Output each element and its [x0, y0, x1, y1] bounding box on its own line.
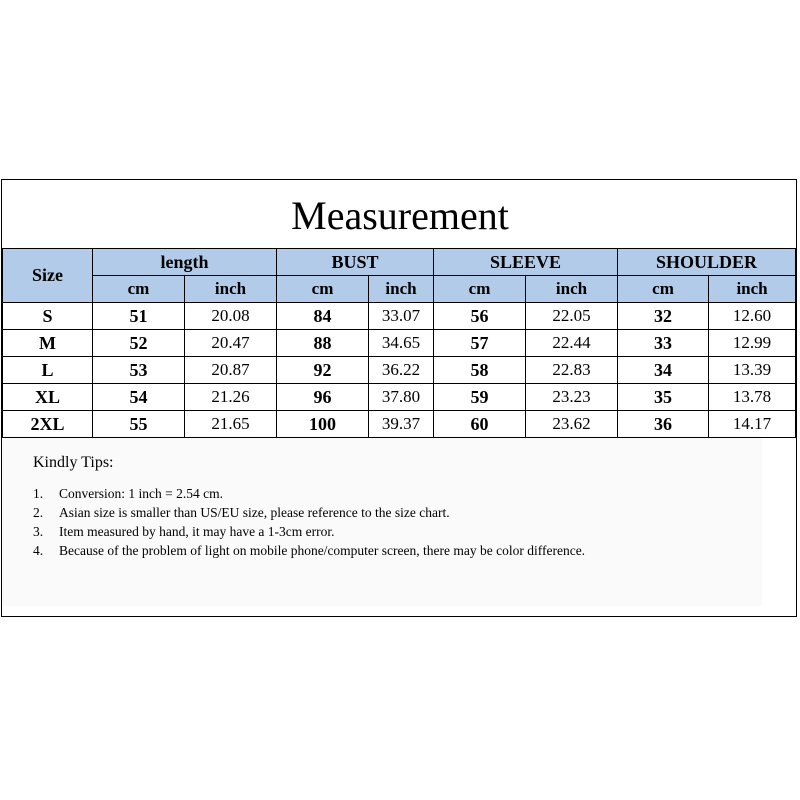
unit-header: inch — [369, 276, 434, 303]
tip-text: Because of the problem of light on mobile phone/computer screen, there may be color difference. — [59, 543, 586, 558]
inch-value-cell: 22.44 — [526, 330, 618, 357]
unit-header: cm — [434, 276, 526, 303]
inch-value-cell: 20.47 — [185, 330, 277, 357]
cm-value-cell: 33 — [618, 330, 709, 357]
unit-header: cm — [277, 276, 369, 303]
cm-value-cell: 52 — [93, 330, 185, 357]
size-chart-table — [2, 248, 796, 438]
cm-value-cell: 84 — [277, 303, 369, 330]
inch-value-cell: 22.05 — [526, 303, 618, 330]
tips-title: Kindly Tips: — [33, 454, 114, 471]
cm-value-cell: 56 — [434, 303, 526, 330]
inch-value-cell: 33.07 — [369, 303, 434, 330]
unit-header: inch — [185, 276, 277, 303]
inch-value-cell: 12.60 — [709, 303, 796, 330]
size-cell: M — [3, 330, 93, 357]
inch-value-cell: 23.62 — [526, 411, 618, 438]
group-header-bust: BUST — [277, 249, 434, 276]
table-row — [3, 384, 796, 411]
group-header-sleeve: SLEEVE — [434, 249, 618, 276]
page-title: Measurement — [291, 193, 509, 238]
size-cell: 2XL — [3, 411, 93, 438]
cm-value-cell: 96 — [277, 384, 369, 411]
size-column-header: Size — [3, 249, 93, 303]
unit-header: inch — [526, 276, 618, 303]
tip-text: Conversion: 1 inch = 2.54 cm. — [59, 486, 223, 501]
cm-value-cell: 55 — [93, 411, 185, 438]
tip-text: Asian size is smaller than US/EU size, please reference to the size chart. — [59, 505, 450, 520]
inch-value-cell: 20.87 — [185, 357, 277, 384]
table-row — [3, 411, 796, 438]
tip-item — [33, 522, 699, 541]
tip-text: Item measured by hand, it may have a 1-3cm error. — [59, 524, 335, 539]
table-row — [3, 330, 796, 357]
tips-list — [33, 484, 699, 560]
size-cell: S — [3, 303, 93, 330]
inch-value-cell: 12.99 — [709, 330, 796, 357]
tip-item — [33, 503, 699, 522]
tip-item — [33, 484, 699, 503]
inch-value-cell: 36.22 — [369, 357, 434, 384]
cm-value-cell: 88 — [277, 330, 369, 357]
cm-value-cell: 58 — [434, 357, 526, 384]
unit-header: cm — [618, 276, 709, 303]
inch-value-cell: 39.37 — [369, 411, 434, 438]
cm-value-cell: 51 — [93, 303, 185, 330]
table-row — [3, 303, 796, 330]
inch-value-cell: 13.78 — [709, 384, 796, 411]
inch-value-cell: 21.26 — [185, 384, 277, 411]
inch-value-cell: 23.23 — [526, 384, 618, 411]
tip-number: 2. — [33, 505, 44, 520]
group-header-length: length — [93, 249, 277, 276]
unit-header: cm — [93, 276, 185, 303]
tip-number: 4. — [33, 543, 44, 558]
inch-value-cell: 14.17 — [709, 411, 796, 438]
group-header-shoulder: SHOULDER — [618, 249, 796, 276]
tip-item — [33, 541, 699, 560]
tip-number: 3. — [33, 524, 44, 539]
size-cell: L — [3, 357, 93, 384]
cm-value-cell: 100 — [277, 411, 369, 438]
cm-value-cell: 32 — [618, 303, 709, 330]
cm-value-cell: 34 — [618, 357, 709, 384]
unit-header: inch — [709, 276, 796, 303]
cm-value-cell: 35 — [618, 384, 709, 411]
inch-value-cell: 37.80 — [369, 384, 434, 411]
tip-number: 1. — [33, 486, 44, 501]
inch-value-cell: 13.39 — [709, 357, 796, 384]
inch-value-cell: 22.83 — [526, 357, 618, 384]
size-cell: XL — [3, 384, 93, 411]
cm-value-cell: 36 — [618, 411, 709, 438]
cm-value-cell: 57 — [434, 330, 526, 357]
cm-value-cell: 53 — [93, 357, 185, 384]
cm-value-cell: 59 — [434, 384, 526, 411]
table-row — [3, 357, 796, 384]
table-group-header-row — [3, 249, 796, 276]
cm-value-cell: 92 — [277, 357, 369, 384]
cm-value-cell: 60 — [434, 411, 526, 438]
inch-value-cell: 34.65 — [369, 330, 434, 357]
cm-value-cell: 54 — [93, 384, 185, 411]
inch-value-cell: 21.65 — [185, 411, 277, 438]
inch-value-cell: 20.08 — [185, 303, 277, 330]
table-unit-header-row — [3, 276, 796, 303]
